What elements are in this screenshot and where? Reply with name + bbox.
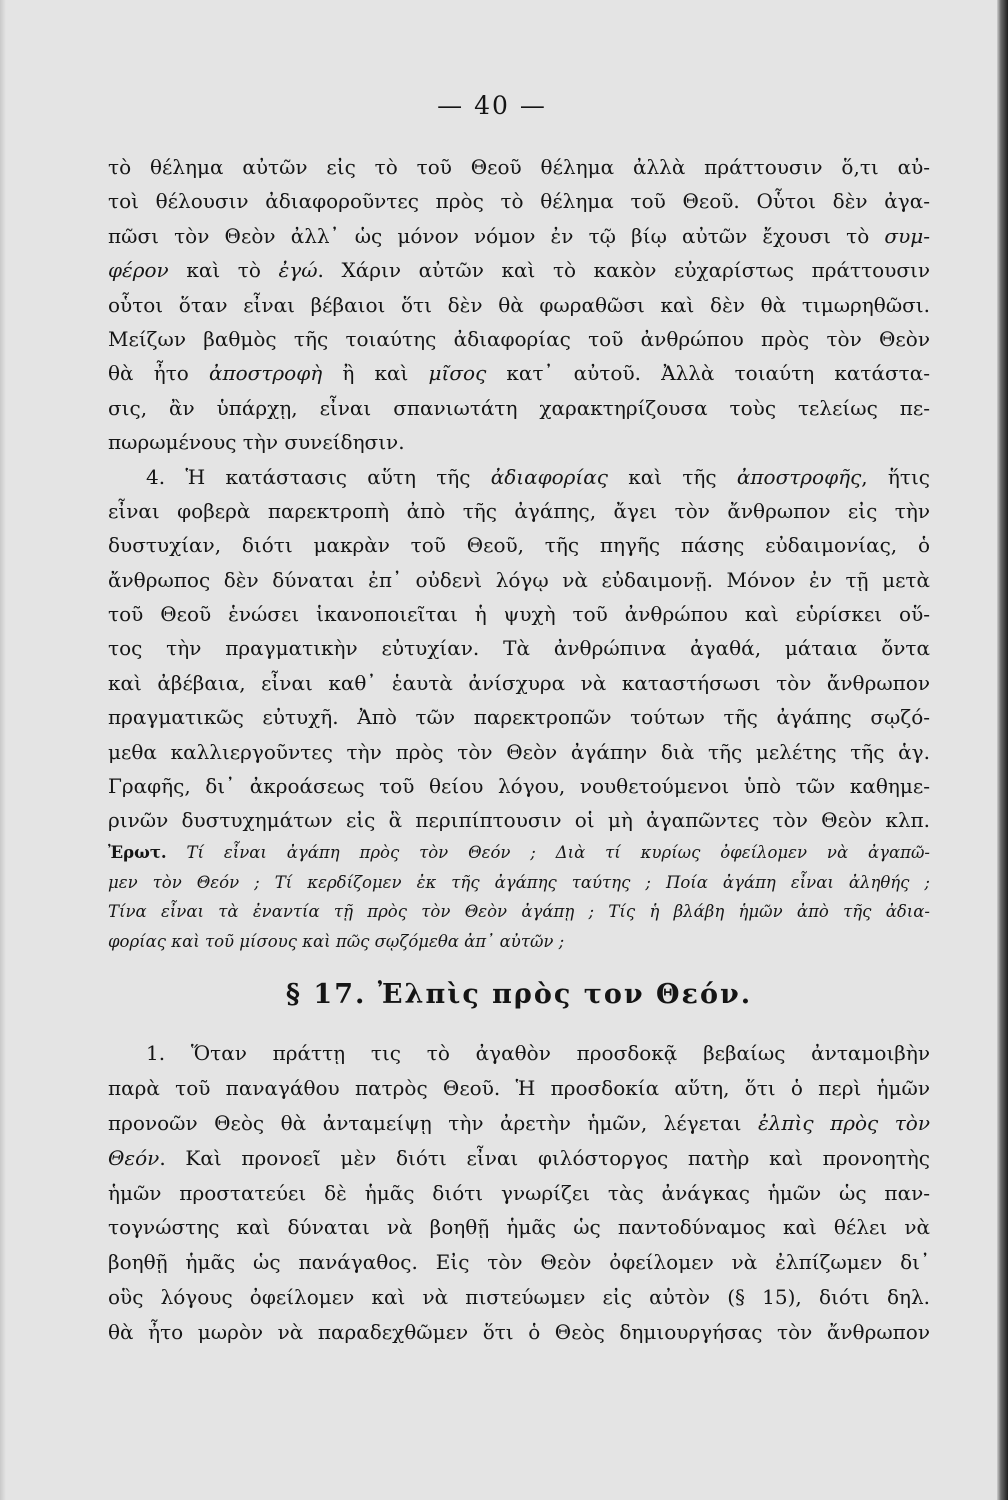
text-run: οὓς λόγους ὀφείλομεν καὶ νὰ πιστεύωμεν εἰς αὐτὸν (§ 15), διότι δηλ. [108,1285,930,1310]
questions-label: Ἐρωτ. [108,843,167,862]
text-run: θὰ ἦτο [108,361,209,386]
page-right-edge [997,0,1008,1500]
italic-text-run: ἀδιαφορίας [490,464,608,489]
page-left-edge [0,0,6,1500]
text-run: ἡμῶν προστατεύει δὲ ἡμᾶς διότι γνωρίζει τὰς ἀνάγκας ἡμῶν ὡς παν- [108,1180,930,1205]
text-line [108,1106,930,1141]
question-line [108,897,930,927]
text-run: προνοῶν Θεὸς θὰ ἀνταμείψῃ τὴν ἀρετὴν ἡμῶν, λέγεται [108,1110,758,1135]
text-run: . Καὶ προνοεῖ μὲν διότι εἶναι φιλόστοργος πατὴρ καὶ προνοητὴς [159,1145,930,1170]
text-line [108,391,930,425]
text-run: παρὰ τοῦ παναγάθου πατρὸς Θεοῦ. Ἡ προσδοκία αὕτη, ὅτι ὁ περὶ ἡμῶν [108,1075,930,1100]
text-line [108,1141,930,1176]
italic-text-run: μῖσος [428,361,487,386]
text-run: ρινῶν δυστυχημάτων εἰς ἃ περιπίπτουσιν οἱ μὴ ἀγαπῶντες τὸν Θεὸν κλπ. [108,808,930,833]
text-run: βοηθῇ ἡμᾶς ὡς πανάγαθος. Εἰς τὸν Θεὸν ὀφείλομεν νὰ ἐλπίζωμεν δι᾽ [108,1250,930,1275]
italic-text-run: ἐγώ [278,258,318,283]
question-line [108,868,930,898]
text-run: τὸ θέλημα αὐτῶν εἰς τὸ τοῦ Θεοῦ θέλημα ἀλλὰ πράττουσιν ὅ,τι αὐ- [108,155,930,179]
text-run: καὶ τὸ [168,258,279,283]
text-run: Γραφῆς, δι᾽ ἀκροάσεως τοῦ θείου λόγου, νουθετούμενοι ὑπὸ τῶν καθημε- [108,774,930,799]
review-questions [108,838,930,957]
text-run: εἶναι φοβερὰ παρεκτροπὴ ἀπὸ τῆς ἀγάπης, ἄγει τὸν ἄνθρωπον εἰς τὴν [108,498,930,523]
text-line [108,150,930,184]
section-body [108,1036,930,1350]
italic-text-run: ἀποστροφὴ [208,361,323,386]
text-run: πῶσι τὸν Θεὸν ἀλλ᾽ ὡς μόνον νόμον ἐν τῷ βίῳ αὐτῶν ἔχουσι τὸ [108,223,885,248]
italic-text-run: φέρον [108,258,169,283]
text-run: τοῦ Θεοῦ ἑνώσει ἱκανοποιεῖται ἡ ψυχὴ τοῦ ἀνθρώπου καὶ εὑρίσκει οὕ- [108,602,930,627]
text-line [108,1315,930,1350]
text-run: σις, ἂν ὑπάρχῃ, εἶναι σπανιωτάτη χαρακτηρίζουσα τοὺς τελείως πε- [108,395,930,420]
text-line [108,597,930,631]
text-run: , ἥτις [861,464,930,489]
text-line [108,356,930,390]
text-line [108,184,930,218]
text-run: 1. Ὅταν πράττῃ τις τὸ ἀγαθὸν προσδοκᾷ βεβαίως ἀνταμοιβὴν [146,1041,930,1065]
text-line [108,322,930,356]
text-line [108,253,930,287]
text-run: τος τὴν πραγματικὴν εὐτυχίαν. Τὰ ἀνθρώπινα ἀγαθά, μάταια ὄντα [108,636,930,661]
text-run: τοὶ θέλουσιν ἀδιαφοροῦντες πρὸς τὸ θέλημα τοῦ Θεοῦ. Οὗτοι δὲν ἀγα- [108,189,930,214]
text-line [108,425,930,459]
page-number: — 40 — [437,91,547,120]
text-run: 4. Ἡ κατάστασις αὕτη τῆς [146,464,491,489]
text-line [108,1071,930,1106]
italic-text-run: Θεόν [108,1145,160,1170]
text-run: καὶ ἀβέβαια, εἶναι καθ᾽ ἑαυτὰ ἀνίσχυρα νὰ καταστήσωσι τὸν ἄνθρωπον [108,670,930,695]
text-run: κατ᾽ αὐτοῦ. Ἀλλὰ τοιαύτη κατάστα- [486,361,930,386]
text-run: πραγματικῶς εὐτυχῆ. Ἀπὸ τῶν παρεκτροπῶν τούτων τῆς ἀγάπης σῳζό- [108,705,930,730]
question-text: μεν τὸν Θεόν ; Τί κερδίζομεν ἐκ τῆς ἀγάπης ταύτης ; Ποία ἀγάπη εἶναι ἀληθής ; [108,872,930,892]
text-line [108,803,930,837]
text-line [108,769,930,803]
text-run: ἢ καὶ [322,361,429,386]
question-text: φορίας καὶ τοῦ μίσους καὶ πῶς σῳζόμεθα ἀπ᾽ αὐτῶν ; [108,932,565,952]
body-text [108,150,930,838]
text-line [108,666,930,700]
text-line [108,288,930,322]
text-line [108,1245,930,1280]
text-run: Μείζων βαθμὸς τῆς τοιαύτης ἀδιαφορίας τοῦ ἀνθρώπου πρὸς τὸν Θεὸν [108,326,930,351]
text-line [108,1210,930,1245]
question-text: Τί εἶναι ἀγάπη πρὸς τὸν Θεόν ; Διὰ τί κυρίως ὀφείλομεν νὰ ἀγαπῶ- [166,843,930,862]
text-line [108,631,930,665]
text-line [108,563,930,597]
text-run: μεθα καλλιεργοῦντες τὴν πρὸς τὸν Θεὸν ἀγάπην διὰ τῆς μελέτης τῆς ἁγ. [108,739,930,764]
text-run: οὗτοι ὅταν εἶναι βέβαιοι ὅτι δὲν θὰ φωραθῶσι καὶ δὲν θὰ τιμωρηθῶσι. [108,292,930,317]
italic-text-run: ἀποστροφῆς [736,464,862,489]
text-line [108,1280,930,1315]
text-run: πωρωμένους τὴν συνείδησιν. [108,430,405,455]
question-line [108,838,930,868]
section-heading: § 17. Ἐλπὶς πρὸς τον Θεόν. [285,979,753,1010]
text-run: ἄνθρωπος δὲν δύναται ἐπ᾽ οὐδενὶ λόγῳ νὰ εὐδαιμονῇ. Μόνον ἐν τῇ μετὰ [108,567,930,592]
text-run: . Χάριν αὐτῶν καὶ τὸ κακὸν εὐχαρίστως πράττουσιν [317,258,931,283]
italic-text-run: συμ- [884,223,930,248]
text-line [108,735,930,769]
text-line [108,494,930,528]
italic-text-run: ἐλπὶς πρὸς τὸν [757,1110,930,1135]
text-run: καὶ τῆς [607,464,737,489]
text-line [108,460,930,494]
text-run: δυστυχίαν, διότι μακρὰν τοῦ Θεοῦ, τῆς πηγῆς πάσης εὐδαιμονίας, ὁ [108,533,930,558]
text-run: θὰ ἦτο μωρὸν νὰ παραδεχθῶμεν ὅτι ὁ Θεὸς δημιουργήσας τὸν ἄνθρωπον [108,1320,930,1345]
text-run: τογνώστης καὶ δύναται νὰ βοηθῇ ἡμᾶς ὡς παντοδύναμος καὶ θέλει νὰ [108,1215,930,1240]
question-text: Τίνα εἶναι τὰ ἐναντία τῇ πρὸς τὸν Θεὸν ἀγάπῃ ; Τίς ἡ βλάβη ἡμῶν ἀπὸ τῆς ἀδια- [108,902,930,922]
text-line [108,1036,930,1071]
question-line [108,927,930,957]
text-line [108,528,930,562]
text-line [108,1176,930,1211]
text-line [108,219,930,253]
text-line [108,700,930,734]
